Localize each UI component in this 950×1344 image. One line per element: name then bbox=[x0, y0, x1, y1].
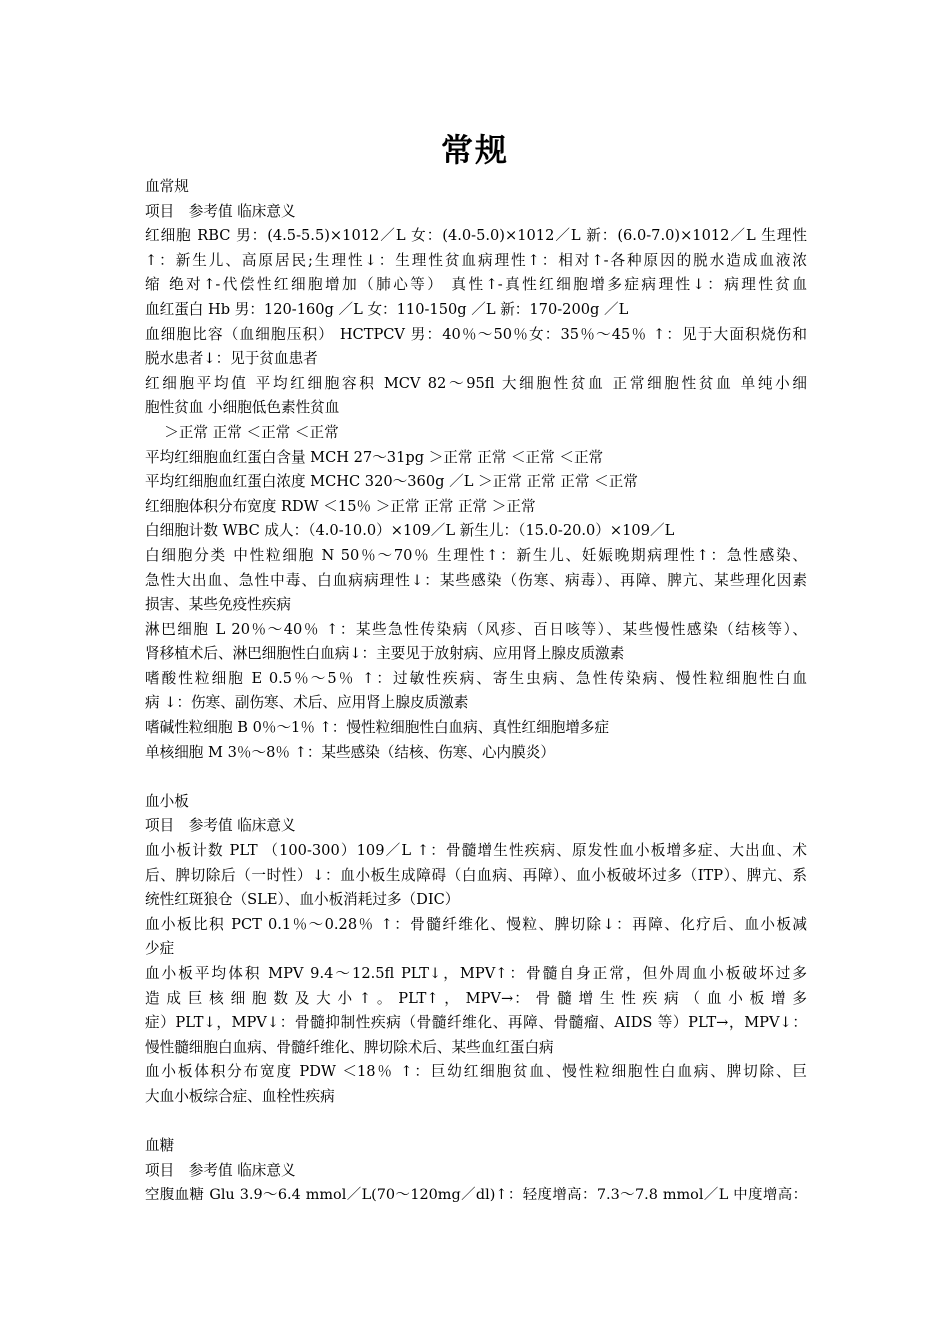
text-line: 红细胞 RBC 男：(4.5-5.5)×1012／L 女：(4.0-5.0)×1012／L 新：(6.0-7.0)×1012／L 生理性 bbox=[145, 227, 807, 245]
document-title: 常规 bbox=[440, 131, 509, 169]
text-line: 血小板比积 PCT 0.1％～0.28％ ↑：骨髓纤维化、慢粒、脾切除↓：再障、化疗后、血小板减 bbox=[145, 915, 807, 933]
text-line: 平均红细胞血红蛋白浓度 MCHC 320～360g ／L ＞正常 正常 正常 ＜正常 bbox=[145, 473, 638, 491]
column-header-line: 项目 参考值 临床意义 bbox=[145, 817, 296, 835]
text-line: 嗜碱性粒细胞 B 0％～1％ ↑：慢性粒细胞性白血病、真性红细胞增多症 bbox=[145, 719, 610, 737]
section-heading-blood-glucose: 血糖 bbox=[145, 1137, 175, 1155]
text-line: 症）PLT↓，MPV↓：骨髓抑制性疾病（骨髓纤维化、再障、骨髓瘤、AIDS 等）PLT→，MPV↓： bbox=[145, 1014, 807, 1032]
document-body bbox=[145, 175, 807, 1208]
text-line: ＞正常 正常 ＜正常 ＜正常 bbox=[145, 423, 339, 441]
text-line: 损害、某些免疫性疾病 bbox=[145, 596, 291, 614]
text-line: 血红蛋白 Hb 男：120-160g ／L 女：110-150g ／L 新：170-200g ／L bbox=[145, 300, 629, 318]
section-heading-blood-routine: 血常规 bbox=[145, 178, 189, 195]
text-line: 大血小板综合症、血栓性疾病 bbox=[145, 1087, 335, 1105]
section-heading-platelets: 血小板 bbox=[145, 792, 189, 810]
text-line: 脱水患者↓：见于贫血患者 bbox=[145, 350, 318, 368]
text-line: 后、脾切除后（一时性）↓：血小板生成障碍（白血病、再障）、血小板破坏过多（ITP）、脾亢、系 bbox=[145, 866, 807, 884]
blank-line bbox=[145, 765, 807, 790]
text-line: 白细胞计数 WBC 成人：（4.0-10.0）×109／L 新生儿：（15.0-20.0）×109／L bbox=[145, 522, 675, 540]
column-header-line: 项目 参考值 临床意义 bbox=[145, 1161, 296, 1179]
column-header-line: 项目 参考值 临床意义 bbox=[145, 202, 296, 220]
text-line: 淋巴细胞 L 20％～40％ ↑：某些急性传染病（风疹、百日咳等）、某些慢性感染（结核等）、 bbox=[145, 620, 807, 638]
blank-line bbox=[145, 1110, 807, 1135]
text-line: 胞性贫血 小细胞低色素性贫血 bbox=[145, 399, 340, 417]
text-line: 缩 绝对↑-代偿性红细胞增加（肺心等） 真性↑-真性红细胞增多症病理性↓：病理性贫血 bbox=[145, 276, 807, 294]
text-line: 血小板平均体积 MPV 9.4～12.5fl PLT↓，MPV↑：骨髓自身正常，但外周血小板破坏过多 bbox=[145, 965, 807, 982]
text-line: 血小板计数 PLT （100-300）109／L ↑：骨髓增生性疾病、原发性血小板增多症、大出血、术 bbox=[145, 842, 807, 860]
text-line: 平均红细胞血红蛋白含量 MCH 27～31pg ＞正常 正常 ＜正常 ＜正常 bbox=[145, 448, 604, 466]
text-line: ↑：新生儿、高原居民;生理性↓：生理性贫血病理性↑：相对↑-各种原因的脱水造成血液浓 bbox=[145, 251, 807, 269]
text-line: 血细胞比容（血细胞压积） HCTPCV 男：40％～50％女：35％～45％ ↑：见于大面积烧伤和 bbox=[145, 325, 807, 343]
text-line: 红细胞平均值 平均红细胞容积 MCV 82～95fl 大细胞性贫血 正常细胞性贫血 单纯小细 bbox=[145, 374, 807, 392]
text-line: 少症 bbox=[145, 940, 175, 958]
text-line: 嗜酸性粒细胞 E 0.5％～5％ ↑：过敏性疾病、寄生虫病、急性传染病、慢性粒细胞性白血 bbox=[145, 669, 807, 687]
text-line: 病 ↓：伤寒、副伤寒、术后、应用肾上腺皮质激素 bbox=[145, 694, 469, 712]
text-line: 空腹血糖 Glu 3.9～6.4 mmol／L(70～120mg／dl)↑：轻度增高：7.3～7.8 mmol／L 中度增高： bbox=[145, 1187, 807, 1204]
text-line: 肾移植术后、淋巴细胞性白血病↓：主要见于放射病、应用肾上腺皮质激素 bbox=[145, 645, 625, 663]
text-line: 单核细胞 M 3％～8％ ↑：某些感染（结核、伤寒、心内膜炎） bbox=[145, 743, 555, 761]
text-line: 红细胞体积分布宽度 RDW ＜15％ ＞正常 正常 正常 ＞正常 bbox=[145, 497, 536, 515]
text-line: 急性大出血、急性中毒、白血病病理性↓：某些感染（伤寒、病毒）、再障、脾亢、某些理化因素 bbox=[145, 571, 807, 589]
text-line: 统性红斑狼仓（SLE）、血小板消耗过多（DIC） bbox=[145, 891, 460, 909]
text-line: 白细胞分类 中性粒细胞 N 50％～70％ 生理性↑：新生儿、妊娠晚期病理性↑：急性感染、 bbox=[145, 546, 807, 564]
text-line: 慢性髓细胞白血病、骨髓纤维化、脾切除术后、某些血红蛋白病 bbox=[145, 1038, 554, 1056]
text-line: 血小板体积分布宽度 PDW ＜18％ ↑：巨幼红细胞贫血、慢性粒细胞性白血病、脾切除、巨 bbox=[145, 1063, 807, 1081]
text-line: 造 成 巨 核 细 胞 数 及 大 小 ↑ 。 PLT↑ ， MPV→： 骨 髓 增 生 性 疾 病 （ 血 小 板 增 多 bbox=[145, 989, 807, 1007]
